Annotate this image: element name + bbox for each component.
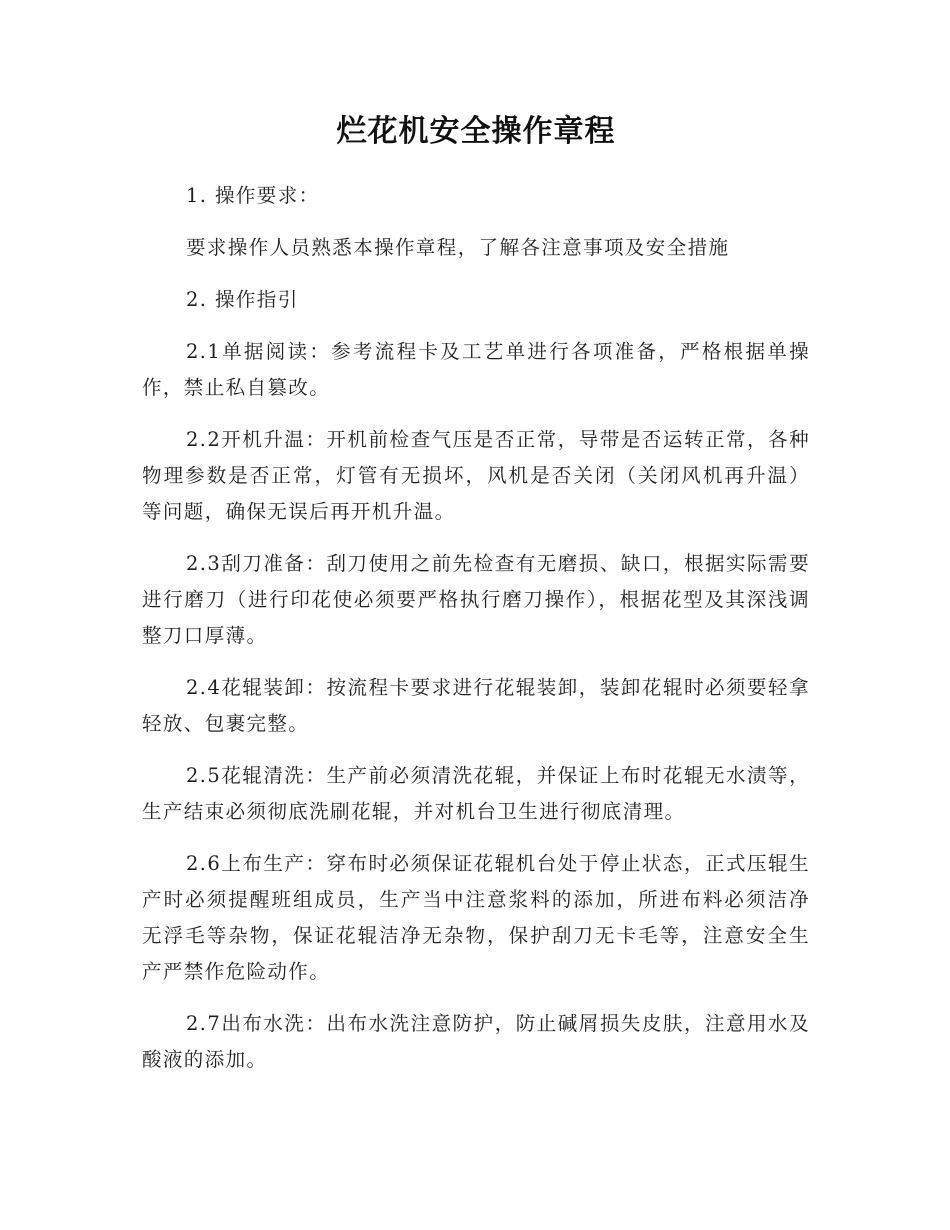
document-page — [142, 110, 810, 1094]
paragraph-2-2: 2.2开机升温：开机前检查气压是否正常，导带是否运转正常，各种物理参数是否正常，灯管有无损坏，风机是否关闭（关闭风机再升温）等问题，确保无误后再开机升温。 — [142, 428, 810, 523]
paragraph-2-3: 2.3刮刀准备：刮刀使用之前先检查有无磨损、缺口，根据实际需要进行磨刀（进行印花使必须要严格执行磨刀操作），根据花型及其深浅调整刀口厚薄。 — [142, 552, 810, 647]
paragraph-2-1: 2.1单据阅读：参考流程卡及工艺单进行各项准备，严格根据单操作，禁止私自篡改。 — [142, 340, 810, 399]
paragraph-requirement: 要求操作人员熟悉本操作章程，了解各注意事项及安全措施 — [186, 236, 730, 259]
document-title: 烂花机安全操作章程 — [336, 114, 616, 149]
paragraph-2-5: 2.5花辊清洗：生产前必须清洗花辊，并保证上布时花辊无水渍等，生产结束必须彻底洗刷花辊，并对机台卫生进行彻底清理。 — [142, 764, 810, 823]
section-heading-1: 1. 操作要求： — [186, 184, 320, 207]
section-heading-2: 2. 操作指引 — [186, 288, 299, 311]
paragraph-2-6: 2.6上布生产：穿布时必须保证花辊机台处于停止状态，正式压辊生产时必须提醒班组成员，生产当中注意浆料的添加，所进布料必须洁净无浮毛等杂物，保证花辊洁净无杂物，保护刮刀无卡毛等，注意安全生产严禁作危险动作。 — [142, 852, 810, 983]
paragraph-2-7: 2.7出布水洗：出布水洗注意防护，防止碱屑损失皮肤，注意用水及酸液的添加。 — [142, 1012, 810, 1071]
paragraph-2-4: 2.4花辊装卸：按流程卡要求进行花辊装卸，装卸花辊时必须要轻拿轻放、包裹完整。 — [142, 676, 810, 735]
